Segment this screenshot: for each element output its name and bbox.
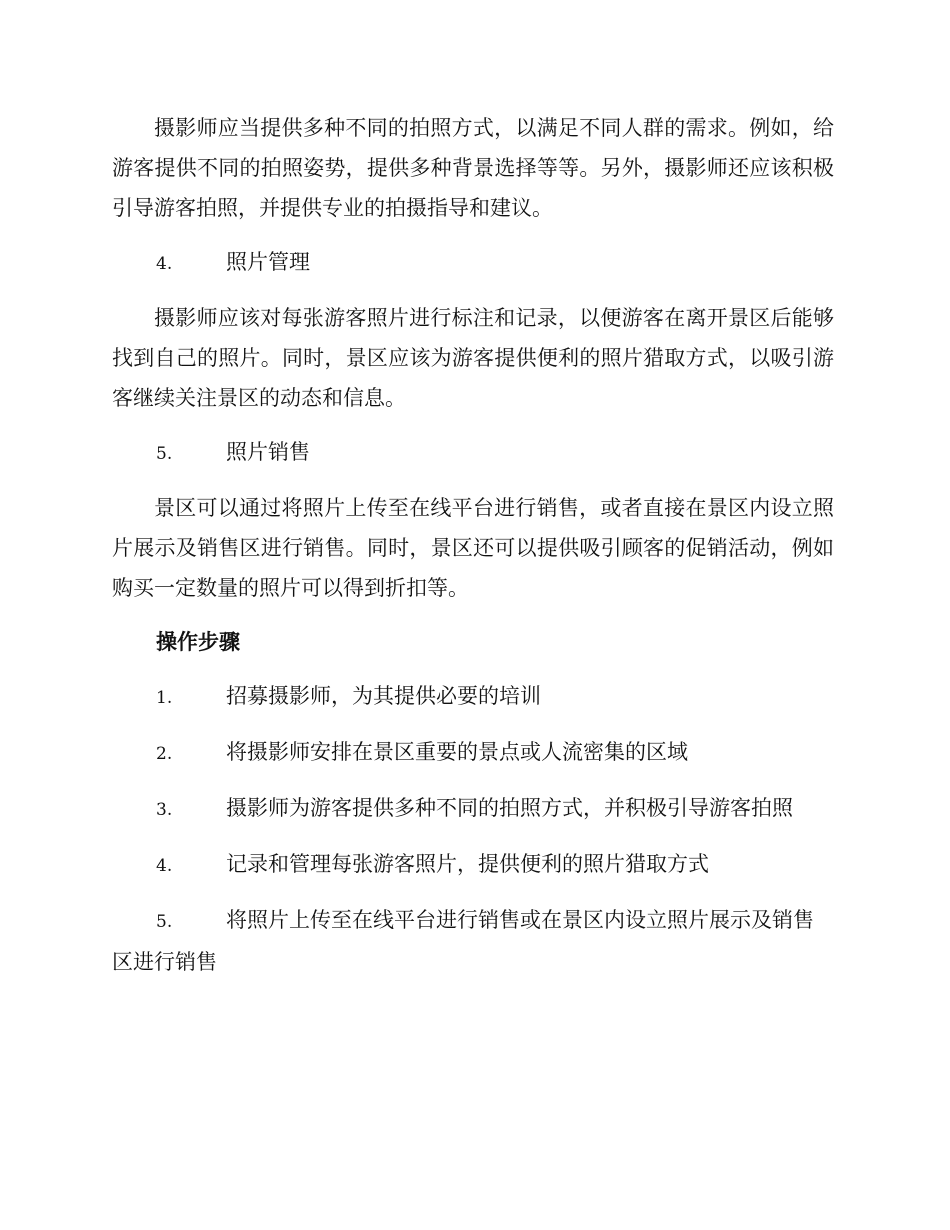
section-item-photo-management — [112, 242, 834, 284]
step-text: 招募摄影师，为其提供必要的培训 — [226, 684, 541, 708]
step-number: 1. — [156, 688, 173, 708]
section-item-photo-sales — [112, 432, 834, 474]
step-text: 记录和管理每张游客照片，提供便利的照片猎取方式 — [226, 852, 709, 876]
step-item — [112, 676, 834, 718]
paragraph-photography-methods: 摄影师应当提供多种不同的拍照方式，以满足不同人群的需求。例如，给游客提供不同的拍照姿势，提供多种背景选择等等。另外，摄影师还应该积极引导游客拍照，并提供专业的拍摄指导和建议。 — [112, 116, 834, 220]
step-number: 2. — [156, 744, 173, 764]
step-item — [112, 900, 834, 982]
steps-heading: 操作步骤 — [156, 630, 240, 654]
step-number: 3. — [156, 800, 173, 820]
section-number: 4. — [156, 254, 173, 274]
document-page — [112, 108, 834, 996]
step-item — [112, 788, 834, 830]
step-text: 将照片上传至在线平台进行销售或在景区内设立照片展示及销售区进行销售 — [112, 908, 814, 974]
step-number: 4. — [156, 856, 173, 876]
section-number: 5. — [156, 444, 173, 464]
paragraph-photo-sales: 景区可以通过将照片上传至在线平台进行销售，或者直接在景区内设立照片展示及销售区进行销售。同时，景区还可以提供吸引顾客的促销活动，例如购买一定数量的照片可以得到折扣等。 — [112, 496, 834, 600]
section-title: 照片销售 — [226, 440, 310, 464]
step-number: 5. — [156, 912, 173, 932]
step-text: 摄影师为游客提供多种不同的拍照方式，并积极引导游客拍照 — [226, 796, 793, 820]
paragraph-photo-management: 摄影师应该对每张游客照片进行标注和记录，以便游客在离开景区后能够找到自己的照片。同时，景区应该为游客提供便利的照片猎取方式，以吸引游客继续关注景区的动态和信息。 — [112, 306, 834, 410]
step-item — [112, 732, 834, 774]
section-title: 照片管理 — [226, 250, 310, 274]
step-text: 将摄影师安排在景区重要的景点或人流密集的区域 — [226, 740, 688, 764]
step-item — [112, 844, 834, 886]
